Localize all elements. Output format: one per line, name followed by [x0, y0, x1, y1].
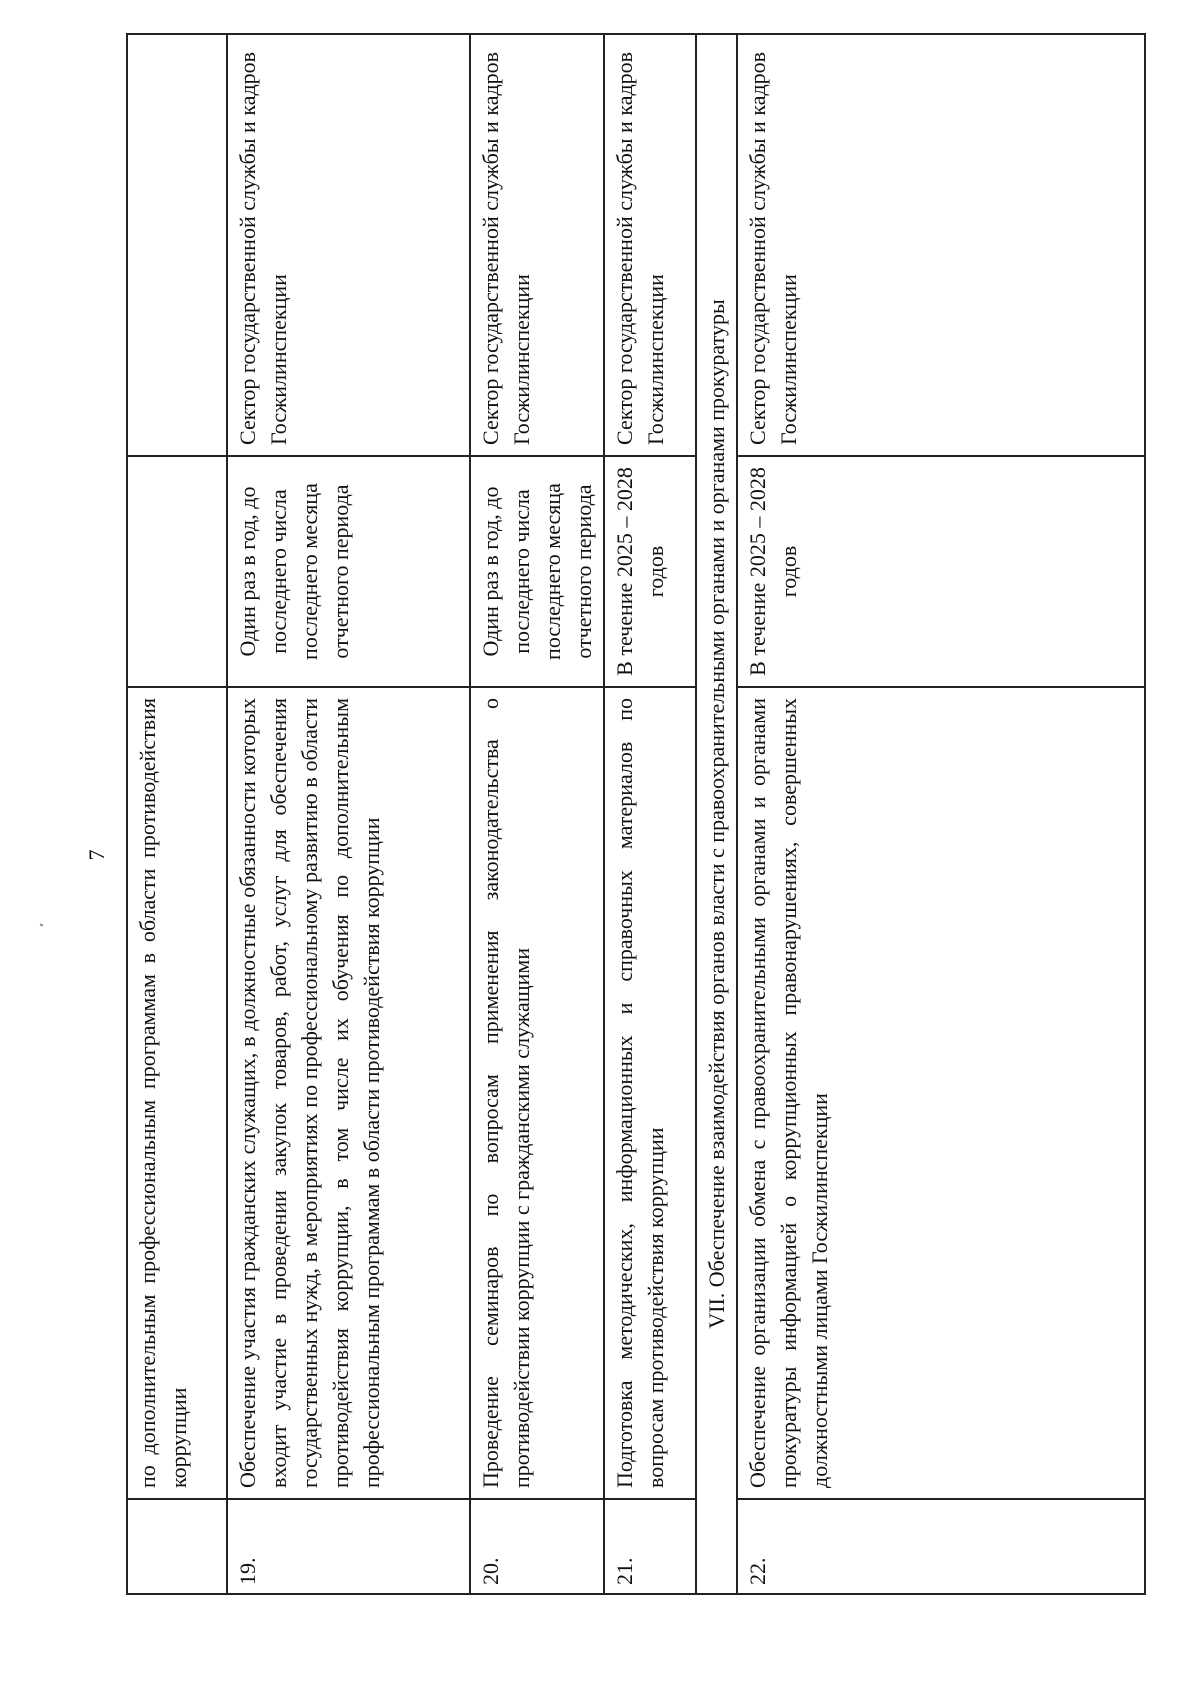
plan-table — [126, 33, 1146, 1595]
term-cell: В течение 2025 – 2028 годов — [737, 456, 1145, 687]
table-row — [737, 34, 1145, 1594]
plan-table-rotated — [126, 51, 1146, 1595]
measure-cell: Подготовка методических, информационных и справочных материалов по вопросам противодействия коррупции — [604, 687, 696, 1499]
executor-cell: Сектор государственной службы и кадров Госжилинспекции — [470, 34, 604, 456]
row-number: 21. — [604, 1499, 696, 1594]
row-number: 20. — [470, 1499, 604, 1594]
measure-cell: по дополнительным профессиональным программам в области противодействия коррупции — [127, 687, 227, 1499]
executor-cell — [127, 34, 227, 456]
term-cell — [127, 456, 227, 687]
row-number — [127, 1499, 227, 1594]
scan-speck — [40, 923, 44, 926]
measure-cell: Проведение семинаров по вопросам применения законодательства о противодействии коррупции с гражданскими служащими — [470, 687, 604, 1499]
section-heading: VII. Обеспечение взаимодействия органов власти с правоохранительными органами и органами прокуратуры — [696, 34, 737, 1594]
measure-cell: Обеспечение участия гражданских служащих, в должностные обязанности которых входит участие в проведении закупок товаров, работ, услуг для обеспечения государственных нужд, в мероприятиях по профессиональному развитию в области противодействия коррупции, в том числе их обучения по дополнительным профессиональным программам в области противодействия коррупции — [227, 687, 470, 1499]
term-cell: Один раз в год, до последнего числа последнего месяца отчетного периода — [470, 456, 604, 687]
row-number: 22. — [737, 1499, 1145, 1594]
table-row — [227, 34, 470, 1594]
executor-cell: Сектор государственной службы и кадров Госжилинспекции — [227, 34, 470, 456]
measure-cell: Обеспечение организации обмена с правоохранительными органами и органами прокуратуры информацией о коррупционных правонарушениях, совершенных должностными лицами Госжилинспекции — [737, 687, 1145, 1499]
page-number: 7 — [84, 849, 109, 861]
table-row — [127, 34, 227, 1594]
executor-cell: Сектор государственной службы и кадров Госжилинспекции — [604, 34, 696, 456]
term-cell: Один раз в год, до последнего числа последнего месяца отчетного периода — [227, 456, 470, 687]
row-number: 19. — [227, 1499, 470, 1594]
section-row — [696, 34, 737, 1594]
executor-cell: Сектор государственной службы и кадров Госжилинспекции — [737, 34, 1145, 456]
table-row — [470, 34, 604, 1594]
table-row — [604, 34, 696, 1594]
term-cell: В течение 2025 – 2028 годов — [604, 456, 696, 687]
